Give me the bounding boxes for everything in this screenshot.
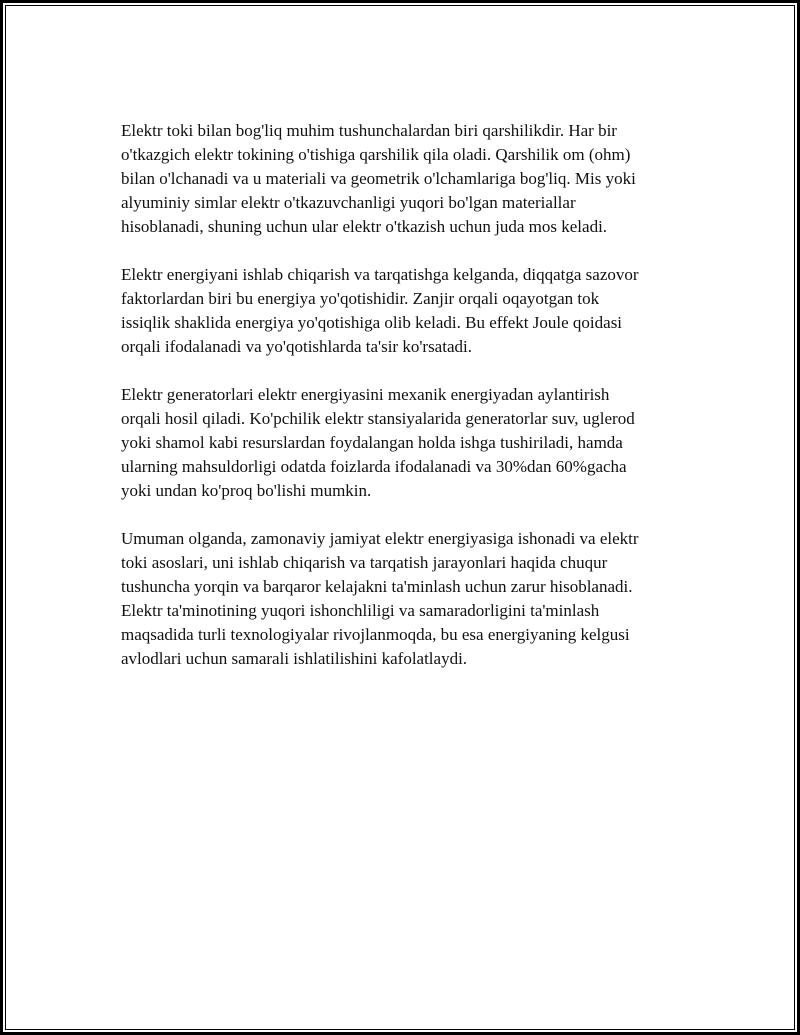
paragraph-line: o'tkazgich elektr tokining o'tishiga qarshilik qila oladi. Qarshilik om (ohm) [121, 145, 631, 164]
paragraph-line: issiqlik shaklida energiya yo'qotishiga olib keladi. Bu effekt Joule qoidasi [121, 313, 623, 332]
paragraph-line: alyuminiy simlar elektr o'tkazuvchanligi yuqori bo'lgan materiallar [121, 193, 576, 212]
paragraph-1 [121, 119, 696, 239]
paragraph-line: Elektr toki bilan bog'liq muhim tushunchalardan biri qarshilikdir. Har bir [121, 121, 617, 140]
paragraph-line: faktorlardan biri bu energiya yo'qotishidir. Zanjir orqali oqayotgan tok [121, 289, 600, 308]
paragraph-line: maqsadida turli texnologiyalar rivojlanmoqda, bu esa energiyaning kelgusi [121, 625, 630, 644]
paragraph-line: Elektr ta'minotining yuqori ishonchliligi va samaradorligini ta'minlash [121, 601, 600, 620]
paragraph-line: Umuman olganda, zamonaviy jamiyat elektr energiyasiga ishonadi va elektr [121, 529, 639, 548]
paragraph-line: avlodlari uchun samarali ishlatilishini kafolatlaydi. [121, 649, 468, 668]
paragraph-4 [121, 527, 696, 671]
paragraph-line: Elektr generatorlari elektr energiyasini mexanik energiyadan aylantirish [121, 385, 610, 404]
paragraph-line: hisoblanadi, shuning uchun ular elektr o'tkazish uchun juda mos keladi. [121, 217, 608, 236]
document-body [121, 119, 696, 695]
paragraph-line: yoki shamol kabi resurslardan foydalangan holda ishga tushiriladi, hamda [121, 433, 623, 452]
paragraph-3 [121, 383, 696, 503]
paragraph-line: ularning mahsuldorligi odatda foizlarda ifodalanadi va 30%dan 60%gacha [121, 457, 627, 476]
paragraph-line: tushuncha yorqin va barqaror kelajakni ta'minlash uchun zarur hisoblanadi. [121, 577, 633, 596]
paragraph-line: bilan o'lchanadi va u materiali va geometrik o'lchamlariga bog'liq. Mis yoki [121, 169, 636, 188]
paragraph-line: Elektr energiyani ishlab chiqarish va tarqatishga kelganda, diqqatga sazovor [121, 265, 639, 284]
paragraph-line: orqali hosil qiladi. Ko'pchilik elektr stansiyalarida generatorlar suv, uglerod [121, 409, 635, 428]
paragraph-line: yoki undan ko'proq bo'lishi mumkin. [121, 481, 372, 500]
paragraph-line: orqali ifodalanadi va yo'qotishlarda ta'sir ko'rsatadi. [121, 337, 472, 356]
paragraph-2 [121, 263, 696, 359]
paragraph-line: toki asoslari, uni ishlab chiqarish va tarqatish jarayonlari haqida chuqur [121, 553, 608, 572]
